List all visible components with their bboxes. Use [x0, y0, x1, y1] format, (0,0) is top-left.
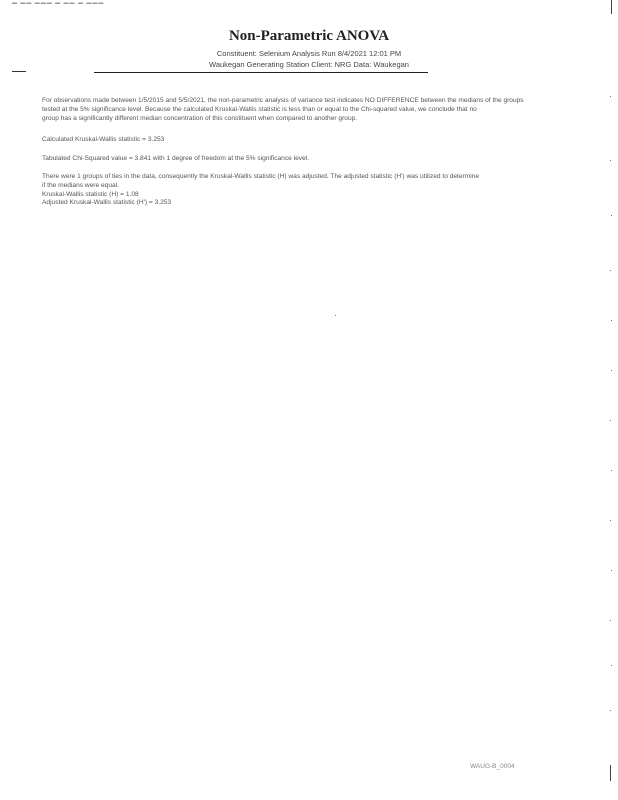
bates-number: WAUG-B_0004	[470, 763, 515, 770]
scan-dot	[611, 215, 612, 216]
header-divider	[94, 72, 428, 73]
scan-dot	[610, 520, 611, 521]
conclusion-paragraph	[42, 97, 572, 123]
conclusion-line: group has a significantly different median concentration of this constituent when compared to another group.	[42, 114, 358, 122]
site-info-line: Waukegan Generating Station Client: NRG Data: Waukegan	[209, 60, 409, 69]
adjustment-line: Adjusted Kruskal-Wallis statistic (H') = 3.253	[42, 199, 172, 207]
adjustment-line: if the medians were equal.	[42, 181, 119, 189]
scan-dot	[610, 420, 611, 421]
scan-artifact: ▬ ▬▬ ▬▬▬ ▬ ▬▬ ▬ ▬▬▬	[12, 0, 105, 6]
conclusion-line: For observations made between 1/5/2015 and 5/5/2021, the non-parametric analysis of variance test indicates NO DIFFERENCE between the medians of the groups	[42, 97, 524, 104]
scan-dot	[611, 570, 612, 571]
adjustment-line: Kruskal-Wallis statistic (H) = 1.08	[42, 190, 139, 198]
page-title: Non-Parametric ANOVA	[228, 28, 390, 44]
scan-dot	[611, 470, 612, 471]
scan-dot	[610, 160, 611, 161]
ties-adjustment-paragraph	[42, 173, 572, 208]
scan-dot	[610, 710, 611, 711]
scan-dot	[611, 320, 612, 321]
scan-dot	[610, 620, 611, 621]
analysis-info-line: Constituent: Selenium Analysis Run 8/4/2021 12:01 PM	[216, 49, 402, 58]
scan-dot	[335, 315, 336, 316]
scan-dot	[610, 270, 611, 271]
scan-edge-mark	[610, 765, 611, 781]
scan-dot	[611, 370, 612, 371]
scan-dot	[610, 96, 611, 97]
header-divider-left	[12, 71, 26, 72]
scan-dot	[611, 665, 612, 666]
calculated-statistic: Calculated Kruskal-Wallis statistic = 3.253	[42, 136, 165, 143]
conclusion-line: tested at the 5% significance level. Because the calculated Kruskal-Wallis statistic is less than or equal to the Chi-squared value, we conclude that no	[42, 105, 477, 113]
tabulated-value: Tabulated Chi-Squared value = 3.841 with 1 degree of freedom at the 5% significance level.	[42, 155, 310, 162]
scan-edge-mark	[611, 0, 612, 14]
adjustment-line: There were 1 groups of ties in the data, consequently the Kruskal-Wallis statistic (H) was adjusted. The adjusted statistic (H') was utilized to determine	[42, 173, 480, 180]
